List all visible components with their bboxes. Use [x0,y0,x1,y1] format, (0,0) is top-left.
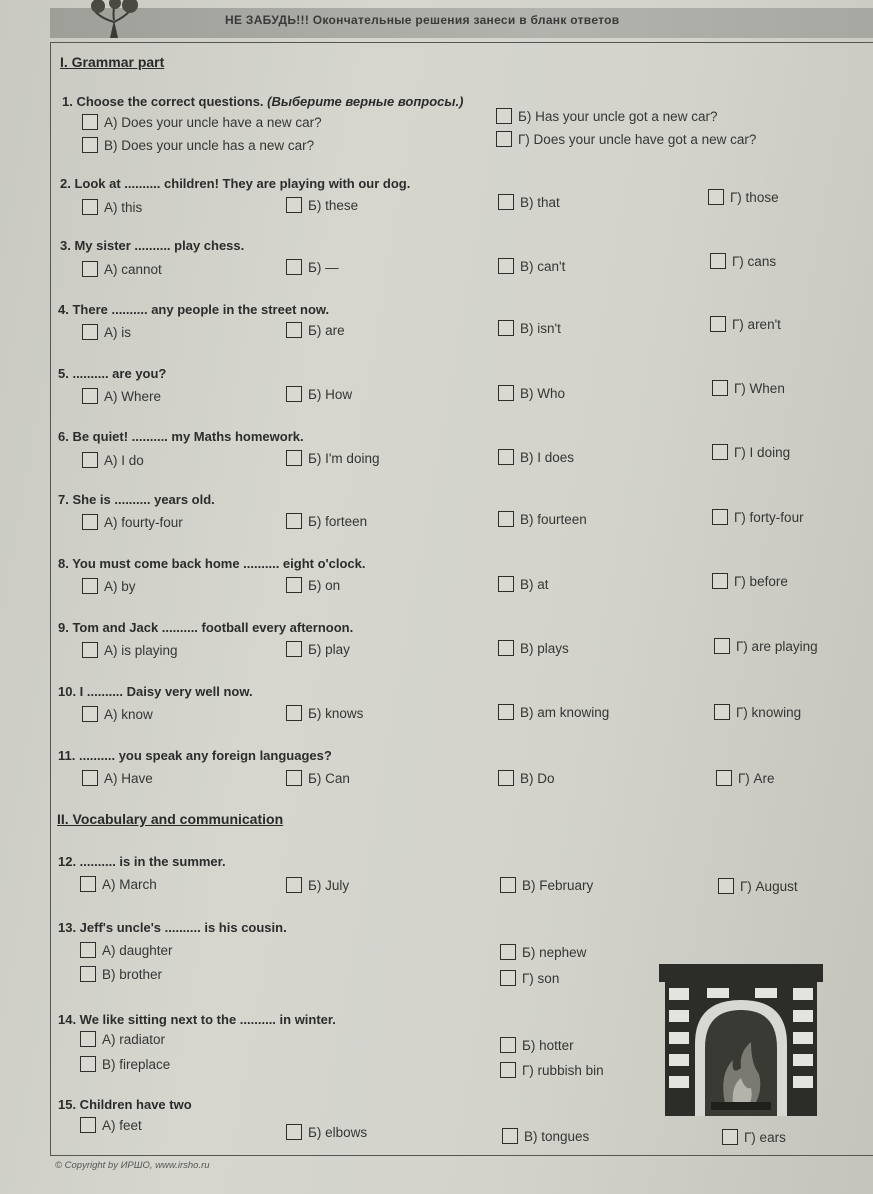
answer-option[interactable] [498,511,587,527]
answer-option[interactable] [712,444,790,460]
option-label: B) Does your uncle has a new car? [104,137,315,153]
option-label: Б) forteen [308,513,368,529]
option-label: B) tongues [524,1128,590,1144]
answer-option[interactable] [286,877,349,893]
answer-option[interactable] [498,640,569,656]
checkbox[interactable] [286,386,302,402]
answer-option[interactable] [708,189,779,205]
answer-option[interactable] [82,706,153,722]
answer-option[interactable] [496,108,717,124]
checkbox[interactable] [82,199,98,215]
checkbox[interactable] [82,114,98,130]
option-label: Б) elbows [308,1124,368,1140]
checkbox[interactable] [712,509,728,525]
option-label: B) isn't [520,320,561,336]
checkbox[interactable] [500,970,516,986]
option-label: A) know [104,706,153,722]
checkbox[interactable] [82,261,98,277]
answer-option[interactable] [82,452,144,468]
option-label: A) is [104,324,131,340]
option-label: Г) cans [732,253,777,269]
question-7: 7. She is .......... years old. [58,492,215,507]
answer-option[interactable] [502,1128,589,1144]
checkbox[interactable] [82,324,98,340]
checkbox[interactable] [498,258,514,274]
option-label: B) can't [520,258,566,274]
option-label: Б) July [308,877,350,893]
option-label: Г) I doing [734,444,791,460]
answer-option[interactable] [498,194,560,210]
answer-option[interactable] [82,514,183,530]
question-subtext: (Выберите верные вопросы.) [267,94,464,109]
option-label: Г) ears [744,1129,786,1145]
option-label: B) Do [520,770,555,786]
answer-option[interactable] [498,258,565,274]
checkbox[interactable] [498,320,514,336]
option-label: B) February [522,877,594,893]
copyright-notice: © Copyright by ИРШО, www.irsho.ru [55,1160,210,1171]
option-label: B) fireplace [102,1056,171,1072]
option-label: B) I does [520,449,575,465]
question-1 [62,94,463,109]
option-label: Б) knows [308,705,364,721]
checkbox[interactable] [80,1031,96,1047]
option-label: Б) on [308,577,341,593]
option-label: A) this [104,199,143,215]
answer-option[interactable] [286,322,345,338]
checkbox[interactable] [722,1129,738,1145]
option-label: A) feet [102,1117,142,1133]
option-label: Г) before [734,573,788,589]
checkbox[interactable] [80,966,96,982]
checkbox[interactable] [716,770,732,786]
option-label: A) I do [104,452,144,468]
checkbox[interactable] [500,877,516,893]
answer-option[interactable] [500,970,559,986]
answer-option[interactable] [498,385,565,401]
answer-option[interactable] [286,770,350,786]
option-label: B) fourteen [520,511,587,527]
answer-option[interactable] [498,576,549,592]
answer-option[interactable] [712,380,785,396]
question-10: 10. I .......... Daisy very well now. [58,684,253,699]
option-label: Г) are playing [736,638,818,654]
answer-option[interactable] [82,199,142,215]
checkbox[interactable] [500,944,516,960]
answer-option[interactable] [82,114,322,130]
answer-option[interactable] [712,573,788,589]
answer-option[interactable] [498,320,561,336]
checkbox[interactable] [82,514,98,530]
option-label: A) Where [104,388,162,404]
checkbox[interactable] [82,452,98,468]
checkbox[interactable] [82,137,98,153]
checkbox[interactable] [708,189,724,205]
checkbox[interactable] [286,450,302,466]
option-label: B) plays [520,640,569,656]
answer-option[interactable] [722,1129,786,1145]
answer-option[interactable] [82,261,162,277]
option-label: Б) How [308,386,353,402]
option-label: A) is playing [104,642,178,658]
checkbox[interactable] [500,1037,516,1053]
fireplace-illustration-icon [659,964,823,1116]
header-notice: НЕ ЗАБУДЬ!!! Окончательные решения занеси в бланк ответов [225,13,620,27]
checkbox[interactable] [710,316,726,332]
question-5: 5. .......... are you? [58,366,167,381]
answer-option[interactable] [286,450,379,466]
checkbox[interactable] [286,259,302,275]
checkbox[interactable] [712,573,728,589]
answer-option[interactable] [500,944,586,960]
checkbox[interactable] [80,1056,96,1072]
question-9: 9. Tom and Jack .......... football every afternoon. [58,620,354,635]
checkbox[interactable] [498,704,514,720]
answer-option[interactable] [714,704,801,720]
option-label: A) Have [104,770,153,786]
checkbox[interactable] [82,642,98,658]
answer-option[interactable] [710,253,776,269]
checkbox[interactable] [82,578,98,594]
option-label: Г) aren't [732,316,781,332]
answer-option[interactable] [714,638,818,654]
checkbox[interactable] [712,380,728,396]
checkbox[interactable] [498,770,514,786]
option-label: Б) — [308,259,339,275]
answer-option[interactable] [498,449,574,465]
answer-option[interactable] [496,131,756,147]
question-14: 14. We like sitting next to the .......... in winter. [58,1012,336,1027]
option-label: A) radiator [102,1031,166,1047]
option-label: Б) are [308,322,345,338]
answer-option[interactable] [80,942,173,958]
answer-option[interactable] [710,316,781,332]
question-13: 13. Jeff's uncle's .......... is his cousin. [58,920,287,935]
answer-option[interactable] [498,770,555,786]
checkbox[interactable] [82,706,98,722]
option-label: Б) play [308,641,350,657]
checkbox[interactable] [286,705,302,721]
option-label: Г) Are [738,770,775,786]
answer-option[interactable] [286,259,339,275]
answer-option[interactable] [286,705,363,721]
checkbox[interactable] [498,511,514,527]
question-text: 1. Choose the correct questions. [62,94,264,109]
question-6: 6. Be quiet! .......... my Maths homework. [58,429,304,444]
checkbox[interactable] [714,704,730,720]
checkbox[interactable] [286,770,302,786]
answer-option[interactable] [82,770,153,786]
option-label: Г) When [734,380,785,396]
answer-option[interactable] [82,137,314,153]
checkbox[interactable] [714,638,730,654]
option-label: B) at [520,576,549,592]
answer-option[interactable] [80,1117,142,1133]
checkbox[interactable] [502,1128,518,1144]
checkbox[interactable] [286,322,302,338]
checkbox[interactable] [286,877,302,893]
checkbox[interactable] [498,576,514,592]
option-label: Б) nephew [522,944,587,960]
question-8: 8. You must come back home .......... eight o'clock. [58,556,366,571]
checkbox[interactable] [286,513,302,529]
question-2: 2. Look at .......... children! They are playing with our dog. [60,176,411,191]
checkbox[interactable] [286,1124,302,1140]
option-label: B) that [520,194,560,210]
option-label: Б) these [308,197,359,213]
answer-option[interactable] [286,386,352,402]
option-label: A) Does your uncle have a new car? [104,114,322,130]
section-title-vocabulary: II. Vocabulary and communication [57,811,284,827]
option-label: Г) August [740,878,798,894]
checkbox[interactable] [286,577,302,593]
checkbox[interactable] [498,385,514,401]
answer-option[interactable] [286,513,367,529]
option-label: A) cannot [104,261,162,277]
option-label: Б) hotter [522,1037,574,1053]
answer-option[interactable] [82,324,131,340]
checkbox[interactable] [80,876,96,892]
answer-option[interactable] [716,770,775,786]
option-label: B) Who [520,385,566,401]
question-4: 4. There .......... any people in the street now. [58,302,330,317]
answer-option[interactable] [718,878,798,894]
checkbox[interactable] [286,197,302,213]
answer-option[interactable] [82,578,136,594]
option-label: Г) knowing [736,704,802,720]
checkbox[interactable] [498,194,514,210]
answer-option[interactable] [500,877,593,893]
checkbox[interactable] [718,878,734,894]
option-label: A) by [104,578,136,594]
option-label: Г) rubbish bin [522,1062,604,1078]
checkbox[interactable] [496,108,512,124]
answer-option[interactable] [82,642,178,658]
checkbox[interactable] [82,388,98,404]
option-label: Г) forty-four [734,509,804,525]
answer-option[interactable] [286,1124,367,1140]
option-label: Б) I'm doing [308,450,380,466]
tree-logo-icon [60,0,180,38]
answer-option[interactable] [712,509,804,525]
answer-option[interactable] [500,1037,574,1053]
answer-option[interactable] [82,388,161,404]
checkbox[interactable] [712,444,728,460]
option-label: A) March [102,876,157,892]
answer-option[interactable] [500,1062,604,1078]
answer-option[interactable] [498,704,609,720]
checkbox[interactable] [498,640,514,656]
option-label: A) daughter [102,942,173,958]
answer-option[interactable] [80,1056,170,1072]
checkbox[interactable] [498,449,514,465]
answer-option[interactable] [286,577,340,593]
question-3: 3. My sister .......... play chess. [60,238,245,253]
option-label: Г) those [730,189,779,205]
answer-option[interactable] [80,1031,165,1047]
option-label: Б) Has your uncle got a new car? [518,108,718,124]
checkbox[interactable] [80,942,96,958]
option-label: A) fourty-four [104,514,183,530]
question-15: 15. Children have two [58,1097,192,1112]
answer-option[interactable] [286,641,350,657]
question-12: 12. .......... is in the summer. [58,854,226,869]
section-title-grammar: I. Grammar part [60,54,165,70]
checkbox[interactable] [80,1117,96,1133]
option-label: B) brother [102,966,163,982]
question-11: 11. .......... you speak any foreign languages? [58,748,332,763]
answer-option[interactable] [80,876,157,892]
checkbox[interactable] [496,131,512,147]
checkbox[interactable] [286,641,302,657]
option-label: Г) son [522,970,560,986]
option-label: B) am knowing [520,704,610,720]
option-label: Г) Does your uncle have got a new car? [518,131,757,147]
option-label: Б) Can [308,770,350,786]
checkbox[interactable] [82,770,98,786]
answer-option[interactable] [80,966,162,982]
checkbox[interactable] [710,253,726,269]
checkbox[interactable] [500,1062,516,1078]
answer-option[interactable] [286,197,358,213]
